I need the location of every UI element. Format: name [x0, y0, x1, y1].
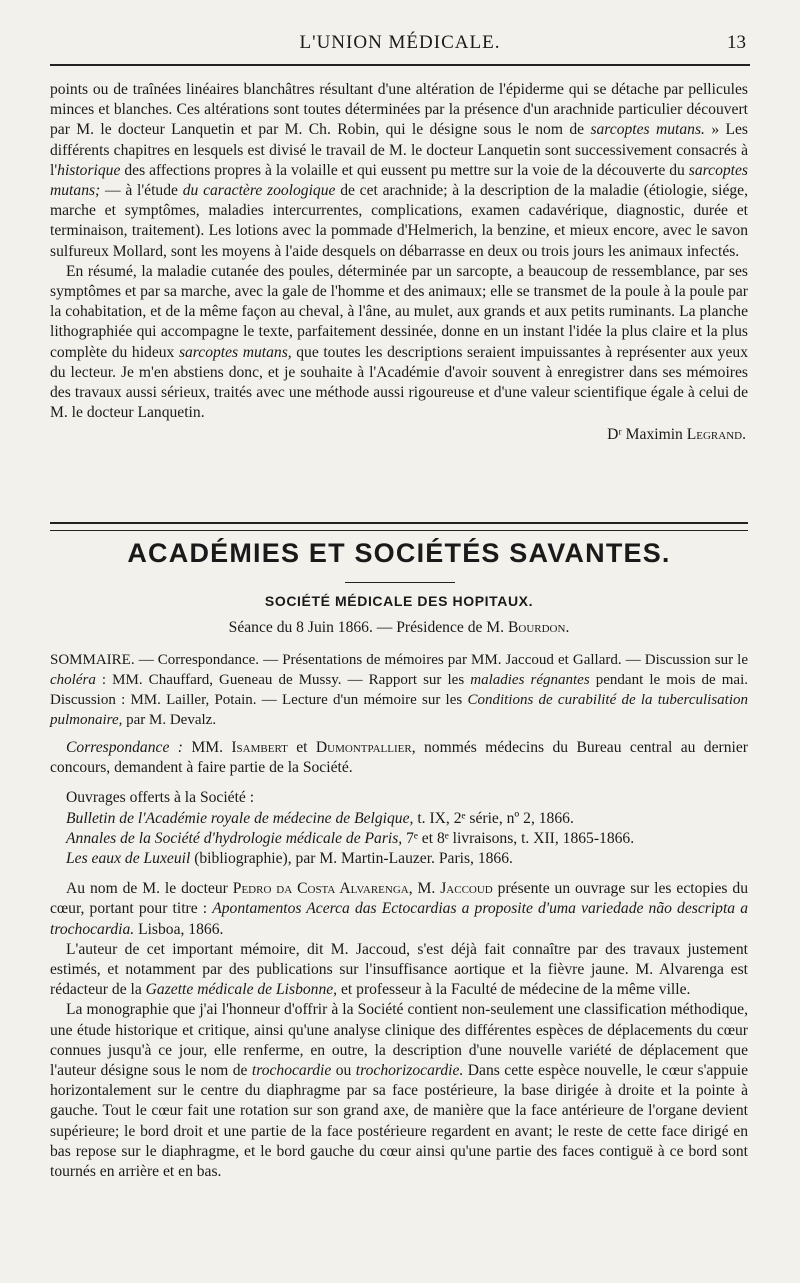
session-body: [50, 738, 748, 1182]
paragraph-auteur: L'auteur de cet important mémoire, dit M. Jaccoud, s'est déjà fait connaître par des travaux justement estimés, et notamment par des publications sur l'insuffisance aortique et la fièvre jaune. M. Alvarenga est rédacteur de la Gazette médicale de Lisbonne, et professeur à la Faculté de médecine de la même ville.: [50, 940, 748, 999]
section-title: ACADÉMIES ET SOCIÉTÉS SAVANTES.: [127, 538, 671, 568]
title-underline: [345, 582, 455, 583]
paragraph-monographie: La monographie que j'ai l'honneur d'offrir à la Société contient non-seulement une classification méthodique, une étude historique et critique, ainsi qu'une analyse clinique des différentes espèces de déplacements du cœur connues jusqu'à ce jour, elle renferme, en outre, la description d'une nouvelle variété de déplacement que l'auteur désigne sous le nom de trochocardie ou trochorizocardie. Dans cette espèce nouvelle, le cœur s'appuie horizontalement sur le centre du diaphragme par sa face postérieure, la base dirigée à droite et la pointe à gauche. Tout le cœur fait une rotation sur son grand axe, de manière que la face antérieure de l'organe devient supérieure; le bord droit et une partie de la face postérieure regardent en avant; le reste de cette face dirigé en bas repose sur le diaphragme, et le bord gauche du cœur ainsi qu'une partie des faces contiguë à ce bord sont tournés en arrière et en bas.: [50, 1001, 748, 1181]
sommaire-label: SOMMAIRE.: [50, 652, 135, 668]
list-item: Les eaux de Luxeuil (bibliographie), par M. Martin-Lauzer. Paris, 1866.: [66, 850, 513, 868]
paragraph-resume: En résumé, la maladie cutanée des poules, déterminée par un sarcopte, a beaucoup de ressemblance, par ses symptômes et par sa marche, avec la gale de l'homme et des animaux; elle se transmet de la poule à la poule par la cohabitation, et de la même façon au cheval, à l'âne, au mulet, aux grands et aux petits ruminants. La planche lithographiée qui accompagne le texte, parfaitement dessinée, donne en un instant l'idée la plus claire et la plus complète du hideux sarcoptes mutans, que toutes les descriptions seraient impuissantes à représenter aux yeux du lecteur. Je m'en abstiens donc, et je souhaite à l'Académie d'avoir souvent à enregistrer dans ses mémoires des travaux aussi sérieux, traités avec une méthode aussi rigoureuse et d'une valeur scientifique égale à celui de M. le docteur Lanquetin.: [50, 262, 748, 422]
author-signature: Dʳ Maximin Legrand.: [607, 426, 746, 444]
ouvrages-list: [50, 809, 748, 870]
paragraph-correspondance: Correspondance : MM. Isambert et Dumontpallier, nommés médecins du Bureau central au dernier concours, demandent à faire partie de la Société.: [50, 739, 748, 777]
section-divider: [50, 522, 748, 531]
running-title: L'UNION MÉDICALE.: [299, 32, 501, 53]
paragraph-alvarenga: Au nom de M. le docteur Pedro da Costa Alvarenga, M. Jaccoud présente un ouvrage sur les ectopies du cœur, portant pour titre : Apontamentos Acerca das Ectocardias a proposite d'uma variedade não descripta a trochocardia. Lisboa, 1866.: [50, 880, 748, 938]
session-line: Séance du 8 Juin 1866. — Présidence de M. Bourdon.: [228, 619, 570, 636]
article-conclusion: [50, 80, 748, 446]
list-item: Annales de la Société d'hydrologie médicale de Paris, 7ᵉ et 8ᵉ livraisons, t. XII, 1865-1866.: [66, 829, 635, 847]
running-header: [50, 28, 750, 66]
page-number: 13: [727, 32, 746, 53]
ouvrages-heading: Ouvrages offerts à la Société :: [66, 789, 255, 807]
list-item: Bulletin de l'Académie royale de médecine de Belgique, t. IX, 2ᵉ série, nº 2, 1866.: [66, 809, 574, 827]
society-title: SOCIÉTÉ MÉDICALE DES HOPITAUX.: [264, 593, 534, 609]
paragraph-sarcoptes: points ou de traînées linéaires blanchâtres résultant d'une altération de l'épiderme qui se détache par pellicules minces et blanches. Ces altérations sont toutes déterminées par la présence d'un arachnide particulier découvert par M. le docteur Lanquetin et par M. Ch. Robin, qui le désigne sous le nom de sarcoptes mutans. » Les différents chapitres en lesquels est divisé le travail de M. le docteur Lanquetin sont successivement consacrés à l'historique des affections propres à la volaille et qui eussent pu mettre sur la voie de la découverte du sarcoptes mutans; — à l'étude du caractère zoologique de cet arachnide; à la description de la maladie (étiologie, siége, marche et symptômes, maladies intercurrentes, complications, examen cadavérique, diagnostic, durée et terminaison, traitement). Les lotions avec la pommade d'Helmerich, la benzine, et mieux encore, avec le savon sulfureux Mollard, sont les moyens à l'aide desquels on débarrasse en deux ou trois jours les animaux infectés.: [50, 81, 748, 260]
sommaire: SOMMAIRE. — Correspondance. — Présentations de mémoires par MM. Jaccoud et Gallard. — Discussion sur le choléra : MM. Chauffard, Gueneau de Mussy. — Rapport sur les maladies régnantes pendant le mois de mai. Discussion : MM. Lailler, Potain. — Lecture d'un mémoire sur les Conditions de curabilité de la tuberculisation pulmonaire, par M. Devalz.: [50, 652, 749, 728]
